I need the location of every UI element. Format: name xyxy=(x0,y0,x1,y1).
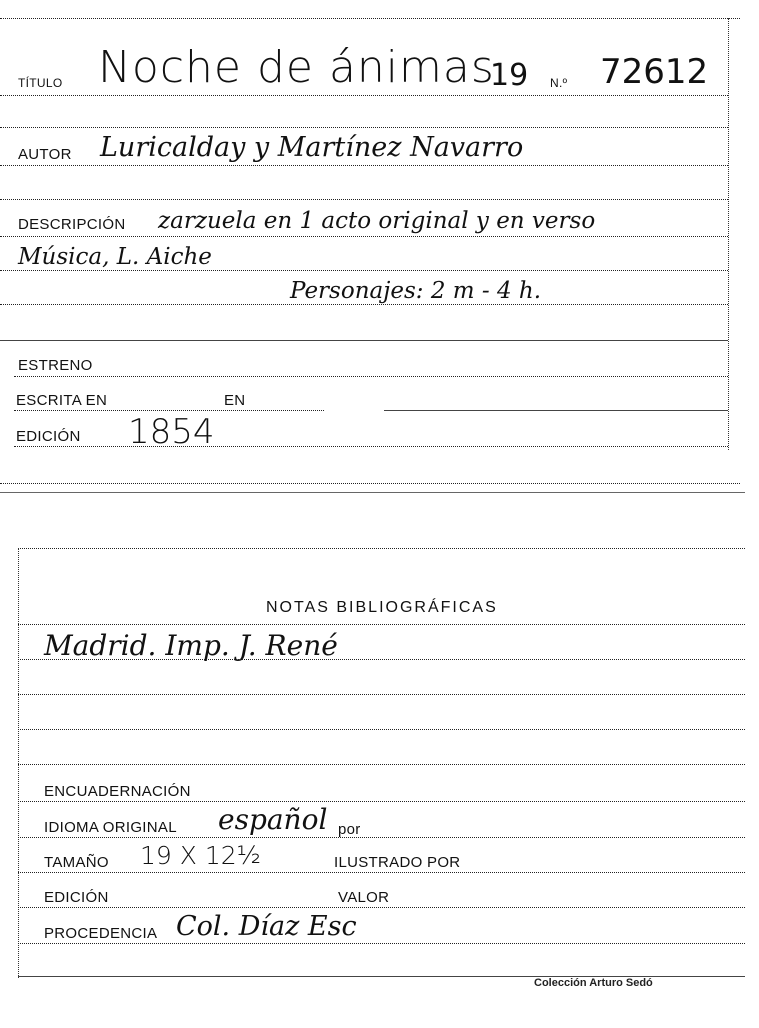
ilustrado-label: ILUSTRADO POR xyxy=(334,854,461,871)
descripcion-line2: Música, L. Aiche xyxy=(18,244,212,270)
por-label: por xyxy=(338,821,361,838)
numero-label: N.º xyxy=(550,76,568,90)
rule-autor xyxy=(0,165,728,166)
titulo-label: TÍTULO xyxy=(18,76,63,90)
back-edicion-label: EDICIÓN xyxy=(44,889,109,906)
idioma-value: español xyxy=(218,803,328,836)
titulo-value: Noche de ánimas xyxy=(98,42,495,93)
rule-descripcion-3 xyxy=(0,304,728,305)
titulo-number-prefix: 19 xyxy=(490,58,529,93)
personajes-value: Personajes: 2 m - 4 h. xyxy=(290,278,542,304)
rule-edicion xyxy=(14,446,728,447)
numero-value: 72612 xyxy=(600,52,709,92)
rule-tamano xyxy=(18,872,745,873)
rule-notas-1 xyxy=(18,659,745,660)
rule-notas-2 xyxy=(18,694,745,695)
edicion-value: 1854 xyxy=(128,412,215,452)
autor-value: Luricalday y Martínez Navarro xyxy=(100,132,524,163)
tamano-value: 19 X 12½ xyxy=(140,841,261,870)
notas-heading: NOTAS BIBLIOGRÁFICAS xyxy=(266,599,498,616)
catalog-card-front xyxy=(0,0,759,495)
rule-procedencia xyxy=(18,943,745,944)
procedencia-label: PROCEDENCIA xyxy=(44,925,158,942)
descripcion-label: DESCRIPCIÓN xyxy=(18,216,126,233)
rule-titulo xyxy=(0,95,728,96)
estreno-label: ESTRENO xyxy=(18,357,93,374)
card-top-border xyxy=(0,18,740,19)
rule-estreno xyxy=(14,376,728,377)
rule-descripcion-4 xyxy=(0,340,728,341)
autor-label: AUTOR xyxy=(18,146,72,163)
rule-encuadernacion xyxy=(18,801,745,802)
idioma-label: IDIOMA ORIGINAL xyxy=(44,819,177,836)
rule-descripcion-1 xyxy=(0,236,728,237)
edicion-label: EDICIÓN xyxy=(16,428,81,445)
rule-edicion-back xyxy=(18,907,745,908)
catalog-card-back xyxy=(0,545,759,995)
tamano-label: TAMAÑO xyxy=(44,854,109,871)
rule-escrita-en xyxy=(14,410,324,411)
encuadernacion-label: ENCUADERNACIÓN xyxy=(44,783,191,800)
valor-label: VALOR xyxy=(338,889,390,906)
descripcion-line1: zarzuela en 1 acto original y en verso xyxy=(158,208,596,234)
rule-notas-3 xyxy=(18,729,745,730)
rule-notas-4 xyxy=(18,764,745,765)
escrita-en-label: ESCRITA EN xyxy=(16,392,108,409)
rule-blank-2 xyxy=(0,199,728,200)
card-separator xyxy=(0,492,745,493)
card-bottom-border xyxy=(0,483,740,484)
en-label: EN xyxy=(224,392,246,409)
collection-credit: Colección Arturo Sedó xyxy=(534,977,653,989)
rule-notas-0 xyxy=(18,624,745,625)
procedencia-value: Col. Díaz Esc xyxy=(176,911,357,942)
back-left-border xyxy=(18,548,19,978)
rule-en xyxy=(384,410,728,411)
back-top-border xyxy=(18,548,745,549)
card-right-border xyxy=(728,18,729,450)
rule-idioma xyxy=(18,837,745,838)
notas-line1: Madrid. Imp. J. René xyxy=(44,629,338,662)
rule-blank-1 xyxy=(0,127,728,128)
rule-descripcion-2 xyxy=(0,270,728,271)
